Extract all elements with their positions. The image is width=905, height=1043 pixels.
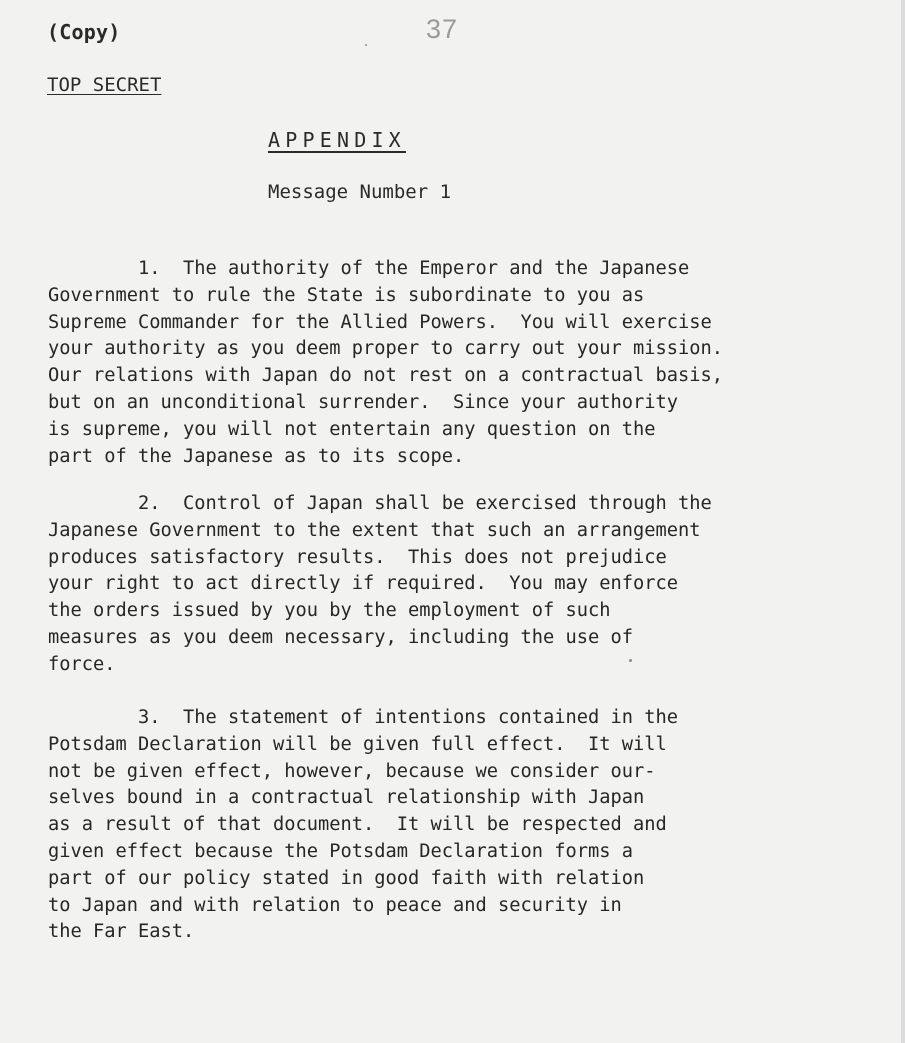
ink-speck xyxy=(629,659,632,662)
paragraph-2: 2. Control of Japan shall be exercised through the Japanese Government to the extent that such an arrangement produces satisfactory results. This does not prejudice your right to act directly if required. You may enforce the orders issued by you by the employment of such measures as you deem necessary, including the use of force. xyxy=(48,493,712,675)
message-number: Message Number 1 xyxy=(268,181,452,203)
page-edge xyxy=(901,0,905,1043)
page-number: 37 xyxy=(426,14,459,44)
paragraph-3: 3. The statement of intentions contained in the Potsdam Declaration will be given full effect. It will not be given effect, however, because we consider our- selves bound in a contractual relationship with Japan as a result of that document. It will be respected and given effect because the Potsdam Declaration forms a part of our policy stated in good faith with relation to Japan and with relation to peace and security in the Far East. xyxy=(48,707,679,943)
appendix-heading: APPENDIX xyxy=(268,128,406,152)
copy-label: (Copy) xyxy=(47,20,121,44)
paragraph-1: 1. The authority of the Emperor and the Japanese Government to rule the State is subordinate to you as Supreme Commander for the Allied Powers. You will exercise your authority as you deem proper to carry out your mission. Our relations with Japan do not rest on a contractual basis, but on an unconditional surrender. Since your authority is supreme, you will not entertain any question on the part of the Japanese as to its scope. xyxy=(48,258,724,467)
classification-marking: TOP SECRET xyxy=(47,74,162,96)
ink-speck xyxy=(365,44,367,46)
